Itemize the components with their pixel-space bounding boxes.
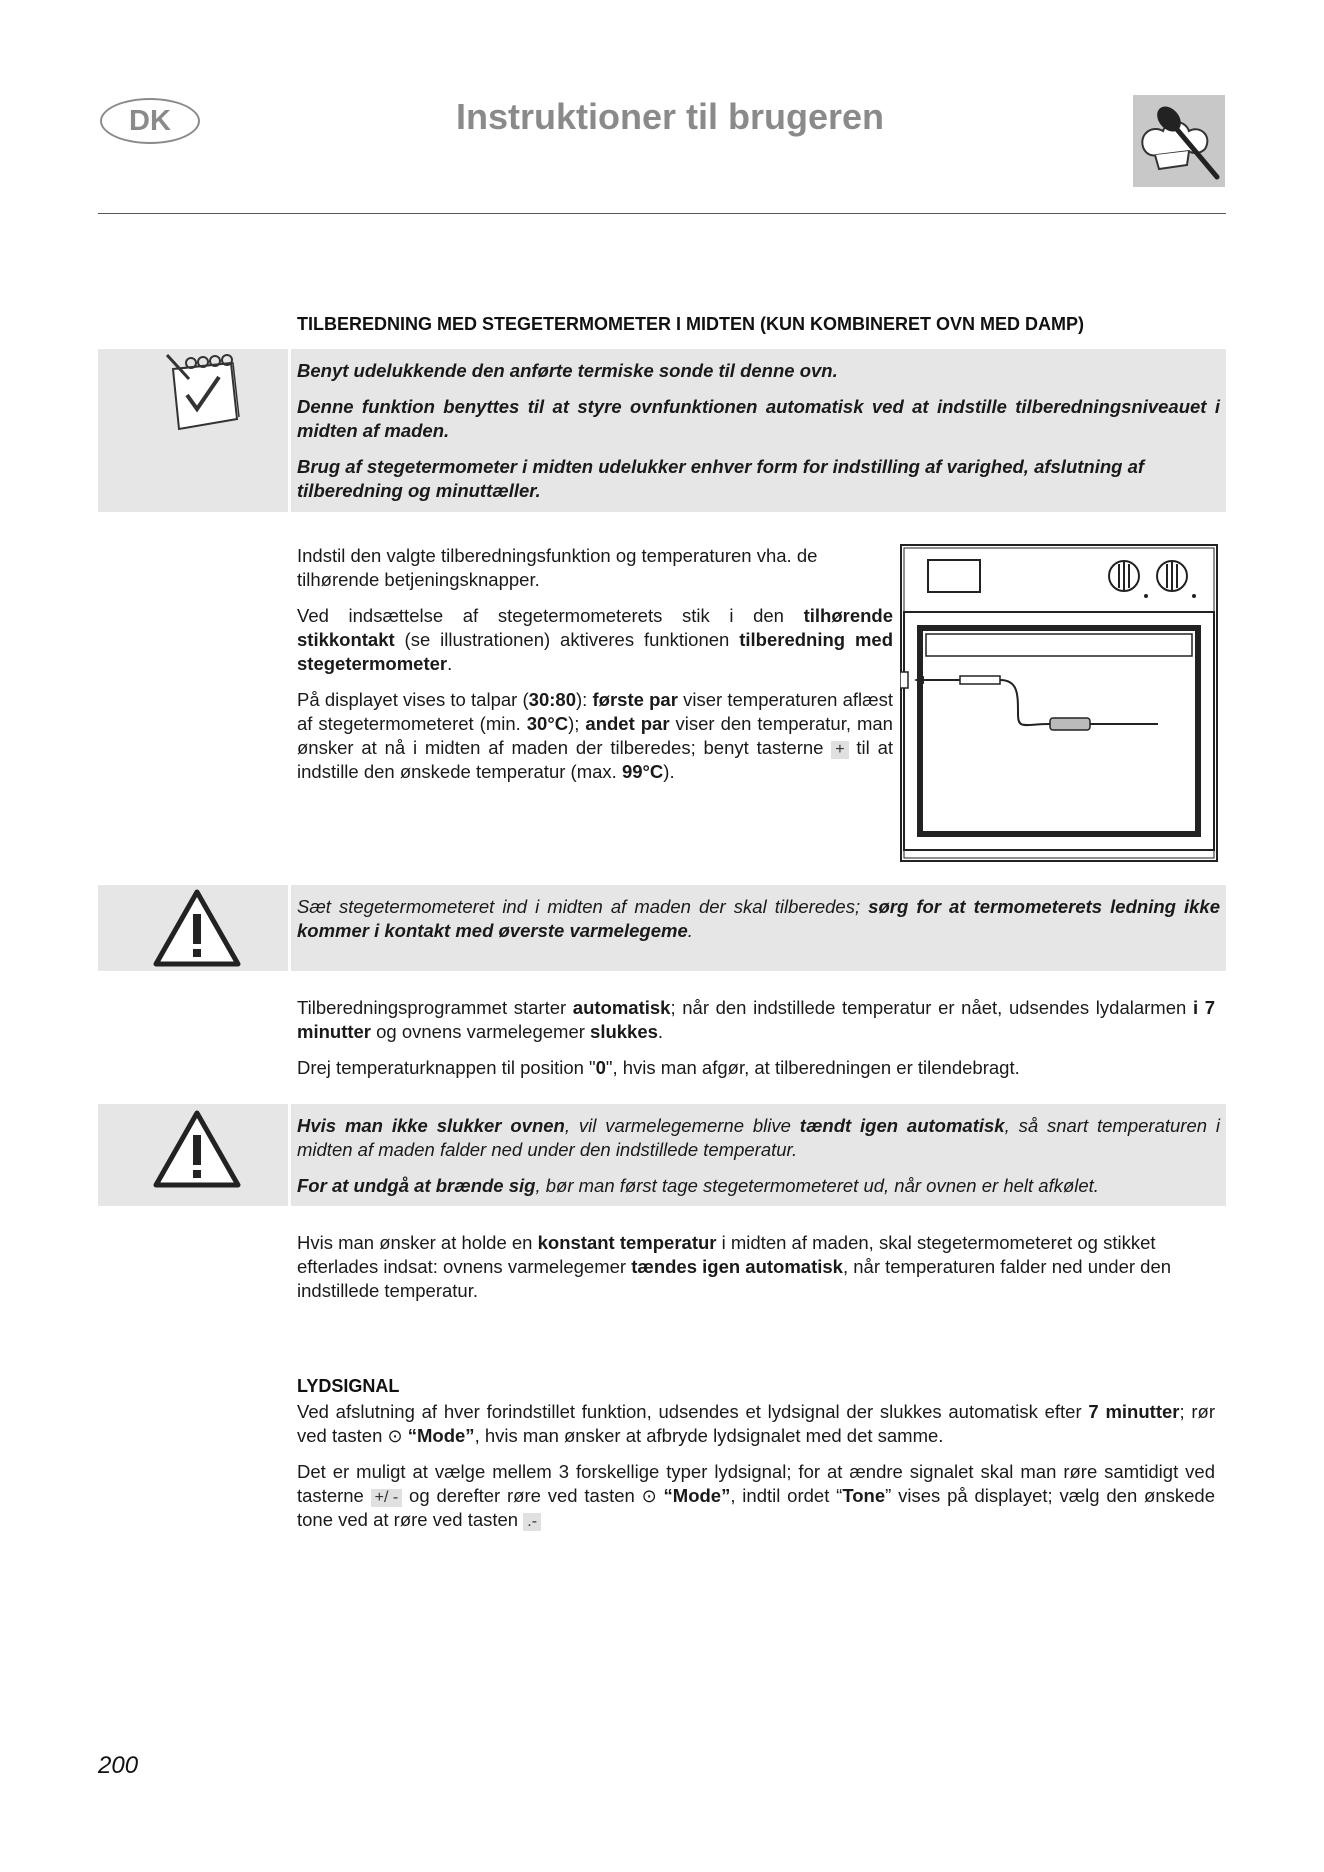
probe-socket	[900, 672, 908, 688]
paragraph-program-start: Tilberedningsprogrammet starter automatisk; når den indstillede temperatur er nået, udsendes lydalarmen i 7 minutter og ovnens varmelegemer slukkes.	[297, 997, 1215, 1042]
header-divider	[98, 213, 1226, 214]
probe-instructions	[297, 544, 893, 796]
warning-text-probe-placement: Sæt stegetermometeret ind i midten af maden der skal tilberedes; sørg for at termometerets ledning ikke kommer i kontakt med øverste varmelegeme.	[297, 896, 1221, 941]
document-title: Instruktioner til brugeren	[455, 96, 885, 137]
warning-triangle-icon	[152, 888, 242, 968]
paragraph-set-function: Indstil den valgte tilberedningsfunktion og temperaturen vha. de tilhørende betjeningsknapper.	[297, 545, 818, 590]
warning-box-1	[291, 885, 1226, 971]
section-heading-probe: TILBEREDNING MED STEGETERMOMETER I MIDTEN (KUN KOMBINERET OVN MED DAMP)	[297, 314, 1084, 334]
note-text-1: Benyt udelukkende den anførte termiske sonde til denne ovn.	[297, 360, 838, 381]
oven-probe-illustration	[900, 544, 1220, 864]
warning-icon-cell-1	[98, 885, 288, 971]
warning-text-burn: For at undgå at brænde sig, bør man først tage stegetermometeret ud, når ovnen er helt afkølet.	[297, 1175, 1099, 1196]
clock-icon: ⊙	[641, 1486, 657, 1506]
section-heading-sound-signal: LYDSIGNAL	[297, 1376, 400, 1396]
note-text-2: Denne funktion benyttes til at styre ovnfunktionen automatisk ved at indstille tilberedningsniveauet i midten af maden.	[297, 396, 1220, 441]
paragraph-turn-knob: Drej temperaturknappen til position "0", hvis man afgør, at tilberedningen er tilendebragt.	[297, 1057, 1020, 1078]
country-badge	[100, 98, 200, 144]
page-number: 200	[98, 1752, 139, 1779]
clock-icon: ⊙	[387, 1426, 403, 1446]
chef-logo	[1133, 95, 1225, 187]
country-code: DK	[129, 104, 171, 137]
warning-text-reheat: Hvis man ikke slukker ovnen, vil varmelegemerne blive tændt igen automatisk, så snart temperaturen i midten af maden falder ned under den indstillede temperatur.	[297, 1115, 1220, 1160]
minus-key: .-	[523, 1513, 541, 1531]
display-window	[928, 560, 980, 592]
sound-signal-text	[297, 1400, 1215, 1544]
paragraph-display-values: På displayet vises to talpar (30:80): første par viser temperaturen aflæst af stegetermometeret (min. 30°C); andet par viser den temperatur, man ønsker at nå i midten af maden der tilberedes; benyt tasterne + til at indstille den ønskede temperatur (max. 99°C).	[297, 689, 893, 782]
warning-icon-cell-2	[98, 1104, 288, 1206]
notepad-check-icon	[153, 349, 253, 439]
auto-start-text	[297, 996, 1215, 1092]
warning-box-2	[291, 1104, 1226, 1206]
paragraph-insert-probe: Ved indsættelse af stegetermometerets stik i den tilhørende stikkontakt (se illustrationen) aktiveres funktionen tilberedning med stegetermometer.	[297, 605, 893, 674]
paragraph-signal-tone: Det er muligt at vælge mellem 3 forskellige typer lydsignal; for at ændre signalet skal man røre samtidigt ved tasterne +/ - og derefter røre ved tasten ⊙ “Mode”, indtil ordet “Tone” vises på displayet; vælg den ønskede tone ved at røre ved tasten .-	[297, 1461, 1216, 1530]
plus-minus-keys: +/ -	[371, 1489, 403, 1507]
note-box	[291, 349, 1226, 512]
note-text-3: Brug af stegetermometer i midten udelukker enhver form for indstilling af varighed, afslutning af tilberedning og minuttæller.	[297, 456, 1145, 501]
chef-hat-spoon-icon	[1133, 95, 1225, 187]
constant-temperature-text	[297, 1231, 1215, 1315]
warning-triangle-icon	[152, 1109, 242, 1189]
paragraph-constant-temperature: Hvis man ønsker at holde en konstant temperatur i midten af maden, skal stegetermometeret og stikket efterlades indsat: ovnens varmelegemer tændes igen automatisk, når temperaturen falder ned under den indstillede temperatur.	[297, 1232, 1172, 1301]
plus-key: +	[831, 741, 848, 759]
note-icon-cell	[98, 349, 288, 512]
paragraph-signal-stop: Ved afslutning af hver forindstillet funktion, udsendes et lydsignal der slukkes automatisk efter 7 minutter; rør ved tasten ⊙ “Mode”, hvis man ønsker at afbryde lydsignalet med det samme.	[297, 1401, 1215, 1446]
